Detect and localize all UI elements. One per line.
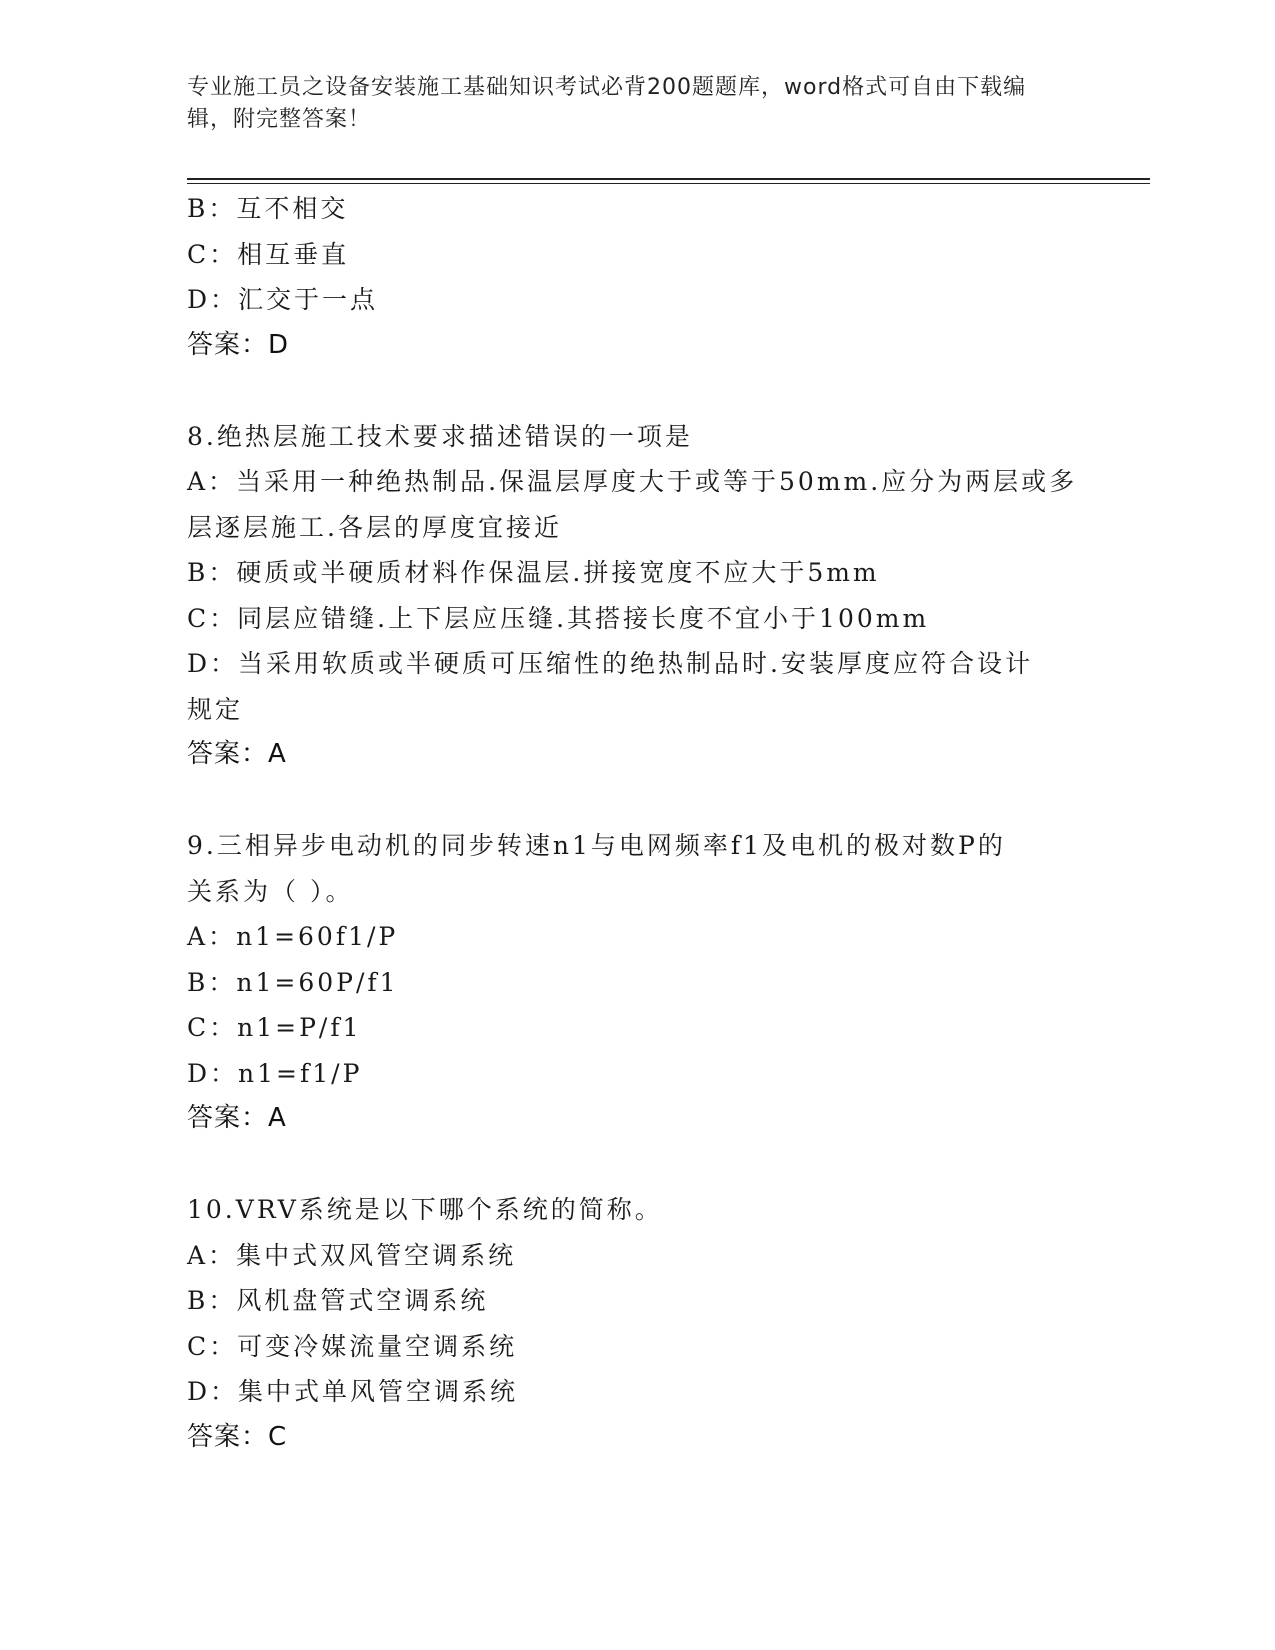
q8-option-a-cont: 层逐层施工.各层的厚度宜接近 — [187, 512, 562, 542]
q8-option-a-text-line1: 当采用一种绝热制品.保温层厚度大于或等于50mm.应分为两层或多 — [236, 467, 1078, 496]
spacer — [187, 778, 1087, 824]
q7-option-d: D：汇交于一点 — [187, 285, 379, 314]
q7-answer: 答案：D — [187, 329, 290, 360]
q10-option-c: C：可变冷媒流量空调系统 — [187, 1331, 518, 1361]
q9-question-line2: 关系为（ ）。 — [187, 876, 354, 906]
q9-option-c: C：n1=P/f1 — [187, 1013, 362, 1042]
q8-option-c: C：同层应错缝.上下层应压缝.其搭接长度不宜小于100mm — [187, 603, 930, 633]
q7-option-c: C：相互垂直 — [187, 239, 350, 269]
q8-option-a: A：当采用一种绝热制品.保温层厚度大于或等于50mm.应分为两层或多 — [187, 467, 1078, 496]
q10-question: 10.VRV系统是以下哪个系统的简称。 — [187, 1195, 663, 1224]
question-9-block — [187, 823, 1087, 1142]
q8-question: 8.绝热层施工技术要求描述错误的一项是 — [187, 421, 693, 451]
q10-option-b: B：风机盘管式空调系统 — [187, 1286, 489, 1315]
header-rule-thin — [187, 183, 1150, 184]
page-header: 专业施工员之设备安装施工基础知识考试必背200题题库，word格式可自由下载编辑，附完整答案！ — [187, 75, 1027, 132]
q9-option-a: A：n1=60f1/P — [187, 922, 399, 951]
q10-option-a: A：集中式双风管空调系统 — [187, 1240, 517, 1270]
question-7-block — [187, 186, 1087, 368]
spacer — [187, 368, 1087, 414]
q8-option-d-cont: 规定 — [187, 694, 244, 724]
q8-option-d: D：当采用软质或半硬质可压缩性的绝热制品时.安装厚度应符合设计 — [187, 649, 1033, 678]
q9-answer: 答案：A — [187, 1103, 287, 1133]
question-10-block — [187, 1187, 1087, 1460]
q8-answer: 答案：A — [187, 739, 287, 769]
spacer — [187, 1142, 1087, 1188]
q9-question-line1: 9.三相异步电动机的同步转速n1与电网频率f1及电机的极对数P的 — [187, 831, 1006, 860]
q10-answer: 答案：C — [187, 1421, 288, 1452]
header-rule-thick — [187, 178, 1150, 180]
question-content — [187, 186, 1087, 1460]
q8-option-b: B：硬质或半硬质材料作保温层.拼接宽度不应大于5mm — [187, 558, 880, 587]
q9-option-b: B：n1=60P/f1 — [187, 967, 399, 997]
q10-option-d: D：集中式单风管空调系统 — [187, 1377, 519, 1406]
q9-option-d: D：n1=f1/P — [187, 1058, 363, 1088]
q7-option-b: B：互不相交 — [187, 194, 349, 223]
question-8-block — [187, 414, 1087, 778]
